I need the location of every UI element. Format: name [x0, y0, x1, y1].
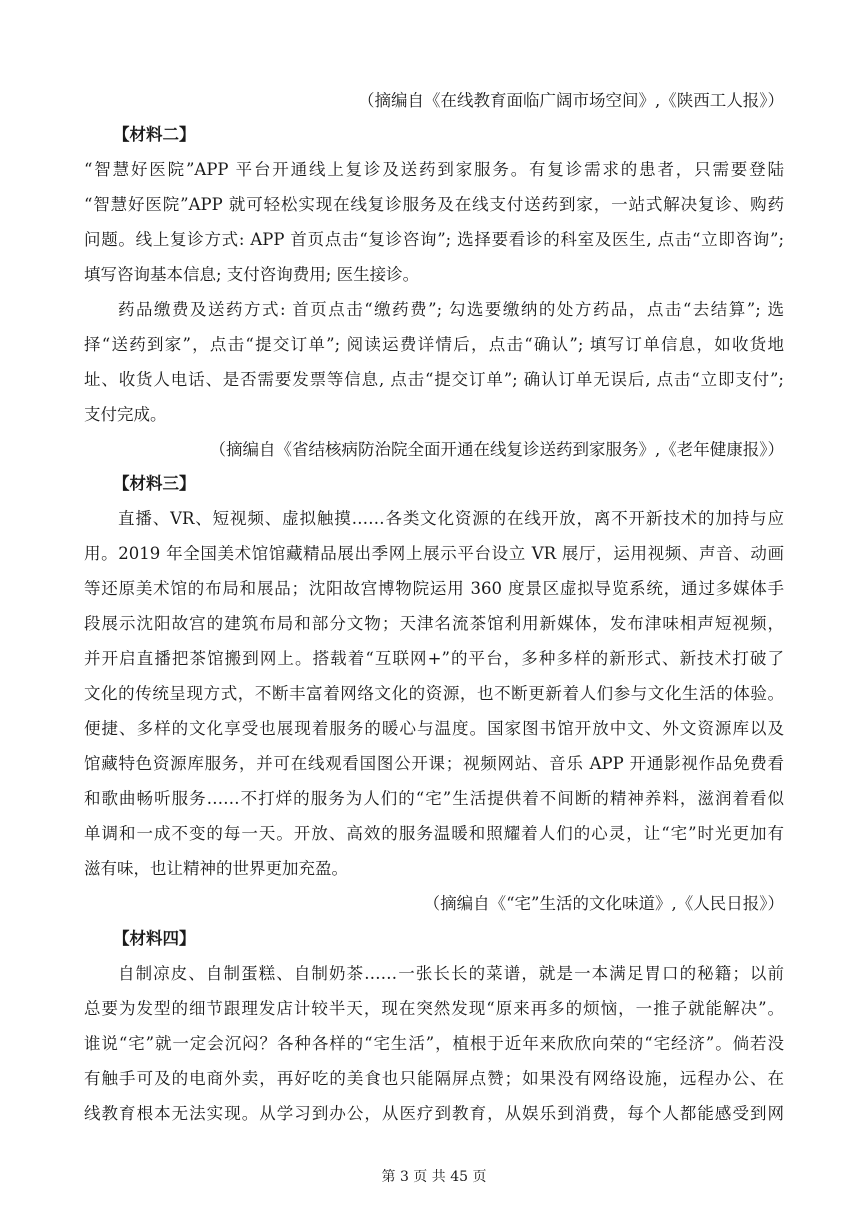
paragraph-line: 谁说“宅”就一定会沉闷？各种各样的“宅生活”，植根于近年来欣欣向荣的“宅经济”。倘若没: [84, 1034, 784, 1053]
heading-material-2: 【材料二】: [113, 125, 196, 144]
source-citation-3: （摘编自《“宅”生活的文化味道》,《人民日报》）: [423, 894, 784, 913]
paragraph-line: 等还原美术馆的布局和展品；沈阳故宫博物院运用 360 度景区虚拟导览系统，通过多媒体手: [84, 579, 784, 598]
paragraph-line: 馆藏特色资源库服务，并可在线观看国图公开课；视频网站、音乐 APP 开通影视作品免费看: [84, 754, 784, 773]
paragraph-line: “智慧好医院”APP 平台开通线上复诊及送药到家服务。有复诊需求的患者，只需要登陆: [84, 160, 784, 179]
paragraph-line: “智慧好医院”APP 就可轻松实现在线复诊服务及在线支付送药到家，一站式解决复诊、购药: [84, 195, 784, 214]
paragraph-line: 用。2019 年全国美术馆馆藏精品展出季网上展示平台设立 VR 展厅，运用视频、声音、动画: [84, 544, 784, 563]
page-number-footer: 第 3 页 共 45 页: [381, 1169, 487, 1185]
paragraph-line: 择“送药到家”，点击“提交订单”; 阅读运费详情后，点击“确认”; 填写订单信息，如收货地: [84, 335, 784, 354]
paragraph-line: 有触手可及的电商外卖，再好吃的美食也只能隔屏点赞；如果没有网络设施，远程办公、在: [84, 1069, 784, 1088]
paragraph-line: 并开启直播把茶馆搬到网上。搭载着“互联网+”的平台，多种多样的新形式、新技术打破了: [84, 649, 784, 668]
paragraph-line: 总要为发型的细节跟理发店计较半天，现在突然发现“原来再多的烦恼，一推子就能解决”。: [84, 999, 784, 1018]
paragraph-line: 单调和一成不变的每一天。开放、高效的服务温暖和照耀着人们的心灵，让“宅”时光更加有: [84, 824, 784, 843]
paragraph-line: 问题。线上复诊方式: APP 首页点击“复诊咨询”; 选择要看诊的科室及医生, 点击“立即咨询”;: [84, 230, 784, 249]
paragraph-line: 填写咨询基本信息; 支付咨询费用; 医生接诊。: [84, 265, 420, 284]
paragraph-line: 滋有味，也让精神的世界更加充盈。: [84, 859, 348, 878]
heading-material-4: 【材料四】: [113, 929, 196, 948]
paragraph-line: 文化的传统呈现方式，不断丰富着网络文化的资源，也不断更新着人们参与文化生活的体验。: [84, 684, 784, 703]
paragraph-line: 段展示沈阳故宫的建筑布局和部分文物；天津名流茶馆利用新媒体，发布津味相声短视频，: [84, 614, 784, 633]
paragraph-line: 直播、VR、短视频、虚拟触摸……各类文化资源的在线开放，离不开新技术的加持与应: [118, 509, 784, 528]
paragraph-line: 药品缴费及送药方式: 首页点击“缴药费”; 勾选要缴纳的处方药品，点击“去结算”; 选: [118, 300, 784, 319]
paragraph-line: 线教育根本无法实现。从学习到办公，从医疗到教育，从娱乐到消费，每个人都能感受到网: [84, 1104, 784, 1123]
paragraph-line: 自制凉皮、自制蛋糕、自制奶茶……一张长长的菜谱，就是一本满足胃口的秘籍；以前: [118, 964, 784, 983]
paragraph-line: 支付完成。: [84, 405, 167, 424]
source-citation-2: （摘编自《省结核病防治院全面开通在线复诊送药到家服务》,《老年健康报》）: [209, 440, 784, 459]
paragraph-line: 址、收货人电话、是否需要发票等信息, 点击“提交订单”; 确认订单无误后, 点击“立即支付”;: [84, 370, 784, 389]
heading-material-3: 【材料三】: [113, 474, 196, 493]
paragraph-line: 和歌曲畅听服务……不打烊的服务为人们的“宅”生活提供着不间断的精神养料，滋润着看似: [84, 789, 784, 808]
paragraph-line: 便捷、多样的文化享受也展现着服务的暖心与温度。国家图书馆开放中文、外文资源库以及: [84, 719, 784, 738]
source-citation-1: （摘编自《在线教育面临广阔市场空间》,《陕西工人报》）: [358, 91, 784, 110]
